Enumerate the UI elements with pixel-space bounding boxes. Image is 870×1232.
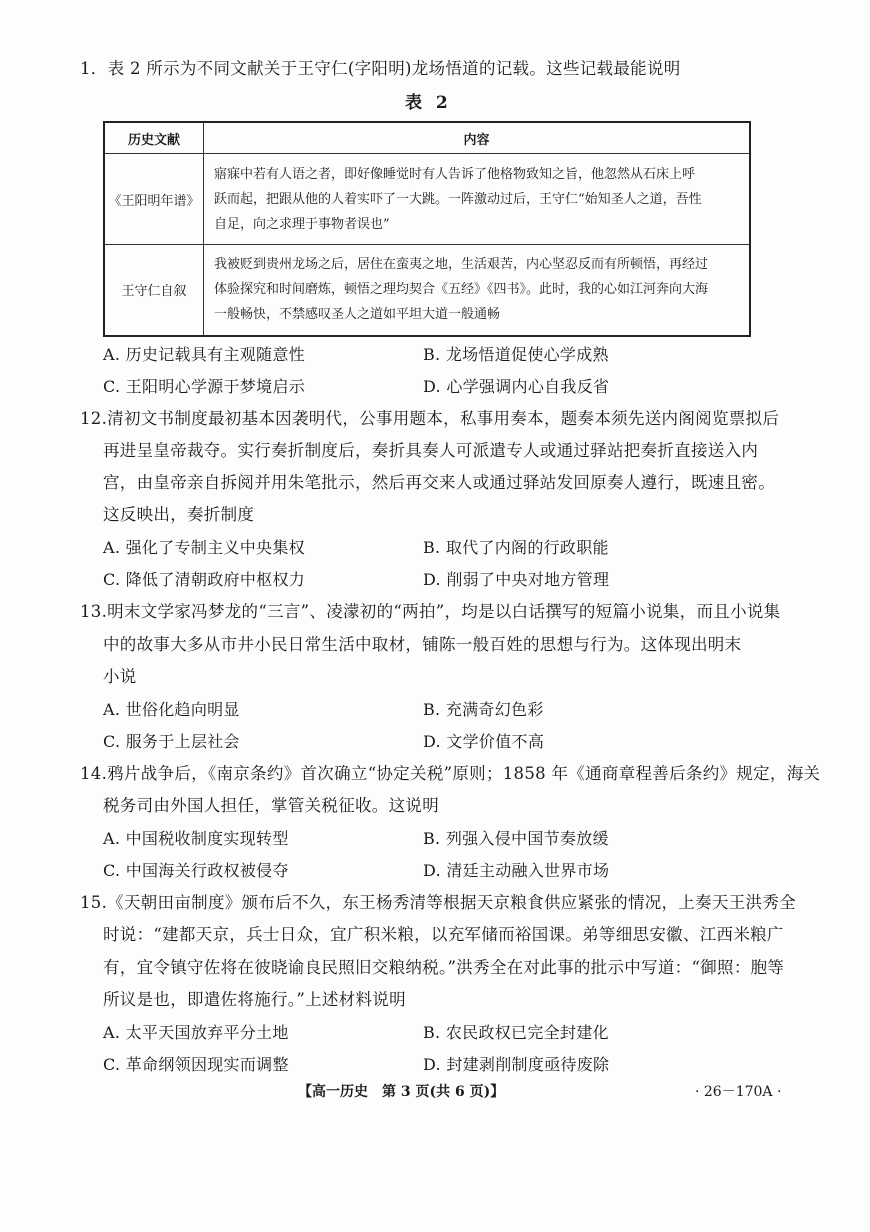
- q15-option-a: A. 太平天国放弃平分土地: [103, 1023, 289, 1042]
- table-row: [104, 245, 750, 336]
- q12-option-d: D. 削弱了中央对地方管理: [423, 570, 610, 589]
- q15-option-d: D. 封建剥削制度亟待废除: [423, 1055, 610, 1074]
- q13-option-a: A. 世俗化趋向明显: [103, 700, 240, 719]
- q14-option-b: B. 列强入侵中国节奏放缓: [423, 829, 609, 848]
- q14-option-a: A. 中国税收制度实现转型: [103, 829, 289, 848]
- table-2: [103, 121, 751, 337]
- table-cell-source: 王守仁自叙: [104, 245, 204, 336]
- q14-option-c: C. 中国海关行政权被侵夺: [103, 861, 289, 880]
- q12-line: 再进呈皇帝裁夺。实行奏折制度后，奏折具奏人可派遣专人或通过驿站把奏折直接送入内: [103, 441, 759, 460]
- q13-option-b: B. 充满奇幻色彩: [423, 700, 544, 719]
- q15-option-c: C. 革命纲领因现实而调整: [103, 1055, 289, 1074]
- q13-option-d: D. 文学价值不高: [423, 732, 545, 751]
- table-cell-content: [204, 245, 751, 336]
- q15-line: 时说：“建都天京，兵士日众，宜广积米粮，以充军储而裕国课。弟等细思安徽、江西米粮广: [103, 925, 784, 944]
- content-line: 寤寐中若有人语之者，即好像睡觉时有人告诉了他格物致知之旨，他忽然从石床上呼: [214, 166, 696, 182]
- q11-option-b: B. 龙场悟道促使心学成熟: [423, 345, 609, 364]
- q11-option-d: D. 心学强调内心自我反省: [423, 377, 610, 396]
- q11-option-a: A. 历史记载具有主观随意性: [103, 345, 305, 364]
- q15-option-b: B. 农民政权已完全封建化: [423, 1023, 609, 1042]
- q13-line: 小说: [103, 667, 137, 686]
- q12-option-b: B. 取代了内阁的行政职能: [423, 538, 609, 557]
- table-cell-source: 《王阳明年谱》: [104, 154, 204, 245]
- table-title: 表 2: [405, 93, 452, 113]
- q11-option-c: C. 王阳明心学源于梦境启示: [103, 377, 306, 396]
- content-line: 自足，向之求理于事物者误也”: [214, 216, 390, 232]
- content-line: 跃而起，把跟从他的人着实吓了一大跳。一阵激动过后，王守仁“始知圣人之道，吾性: [214, 191, 702, 207]
- q15-line: 有，宜令镇守佐将在彼晓谕良民照旧交粮纳税。”洪秀全在对此事的批示中写道：“御照：胞等: [103, 958, 785, 977]
- q12-line: 12.清初文书制度最初基本因袭明代，公事用题本，私事用奏本，题奏本须先送内阁阅览票拟后: [80, 409, 780, 428]
- table-header-source: 历史文献: [104, 122, 204, 154]
- q12-option-a: A. 强化了专制主义中央集权: [103, 538, 305, 557]
- table-header-row: [104, 122, 750, 154]
- paper-code: · 26－170A ·: [695, 1084, 782, 1100]
- q14-line: 14.鸦片战争后，《南京条约》首次确立“协定关税”原则；1858 年《通商章程善后条约》规定，海关: [80, 764, 821, 783]
- content-line: 一般畅快，不禁感叹圣人之道如平坦大道一般通畅: [214, 307, 501, 323]
- q12-line: 这反映出，奏折制度: [103, 505, 255, 524]
- q12-line: 宫，由皇帝亲自拆阅并用朱笔批示，然后再交来人或通过驿站发回原奏人遵行，既速且密。: [103, 473, 775, 492]
- page-footer: 【高一历史 第 3 页(共 6 页)】: [298, 1084, 505, 1100]
- q12-option-c: C. 降低了清朝政府中枢权力: [103, 570, 306, 589]
- table-header-content: 内容: [204, 122, 751, 154]
- table-cell-content: [204, 154, 751, 245]
- q11-stem: 1．表 2 所示为不同文献关于王守仁(字阳明)龙场悟道的记载。这些记载最能说明: [80, 59, 681, 78]
- q15-line: 15.《天朝田亩制度》颁布后不久，东王杨秀清等根据天京粮食供应紧张的情况，上奏天王洪秀全: [80, 893, 796, 912]
- content-line: 体验探究和时间磨炼，顿悟之理均契合《五经》《四书》。此时，我的心如江河奔向大海: [214, 282, 709, 298]
- q13-line: 中的故事大多从市井小民日常生活中取材，铺陈一般百姓的思想与行为。这体现出明末: [103, 635, 742, 654]
- q13-line: 13.明末文学家冯梦龙的“三言”、凌濛初的“两拍”，均是以白话撰写的短篇小说集，而且小说集: [80, 602, 781, 621]
- q14-option-d: D. 清廷主动融入世界市场: [423, 861, 610, 880]
- content-line: 我被贬到贵州龙场之后，居住在蛮夷之地，生活艰苦，内心坚忍反而有所顿悟，再经过: [214, 257, 709, 273]
- q13-option-c: C. 服务于上层社会: [103, 732, 240, 751]
- q14-line: 税务司由外国人担任，掌管关税征收。这说明: [103, 796, 439, 815]
- table-row: [104, 154, 750, 245]
- q15-line: 所议是也，即遣佐将施行。”上述材料说明: [103, 990, 406, 1009]
